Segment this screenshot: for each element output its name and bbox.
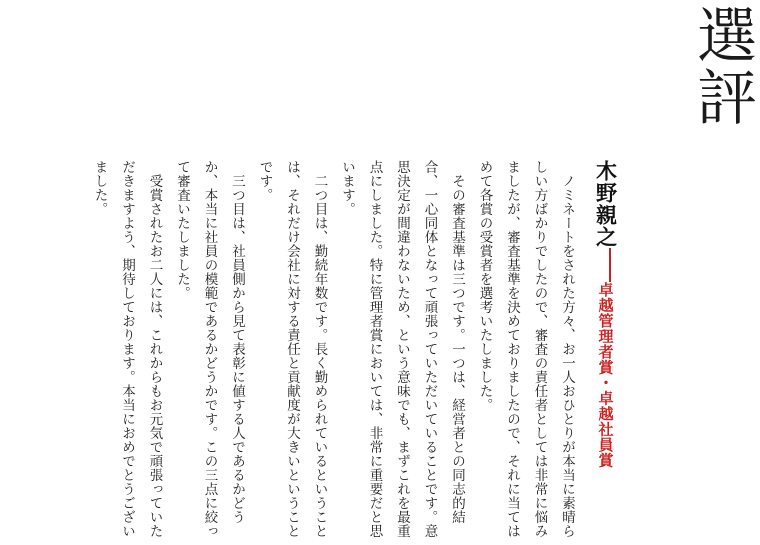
award-divider-line (609, 248, 611, 282)
page-heading: 選評 (687, 4, 757, 128)
article-body (80, 160, 580, 545)
author-name: 木野親之 (593, 160, 618, 248)
paragraph-intro: ノミネートをされた方々、お一人おひとりが本当に素晴らしい方ばかりでしたので、審査の責任者としては非常に悩みましたが、審査基準を決めておりましたので、それに当てはめて各賞の受賞者を選考いたしました。 (476, 160, 575, 538)
paragraph-closing: 受賞されたお二人には、これからもお元気で頑張っていただきますよう、期待しております。本当におめでとうございました。 (91, 160, 163, 538)
byline (590, 160, 630, 505)
paragraph-criteria-one: その審査基準は三つです。一つは、経営者との同志的結合、一心同体となって頑張っていただいていることです。意思決定が間違わないため、という意味でも、まずこれを最重点にしました。特に管理者賞においては、非常に重要だと思います。 (339, 160, 465, 538)
paragraph-criteria-two: 二つ目は、勤続年数です。長く勤められているということは、それだけ会社に対する責任と貢献度が大きいということです。 (256, 160, 328, 538)
paragraph-criteria-three: 三つ目は、社員側から見て表彰に値する人であるかどうか、本当に社員の模範であるかどうかです。この三点に絞って審査いたしました。 (174, 160, 245, 538)
award-title: 卓越管理者賞・卓越社員賞 (596, 282, 615, 468)
